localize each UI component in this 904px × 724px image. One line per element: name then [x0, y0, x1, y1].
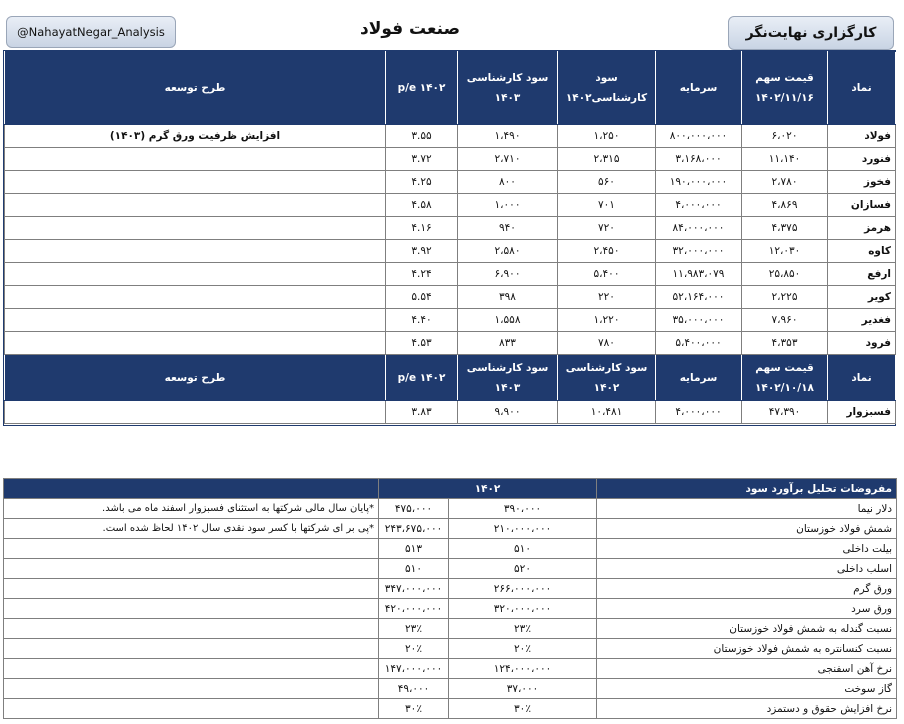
table1-row — [5, 286, 896, 309]
assumption-value-next: ۴۹،۰۰۰ — [379, 679, 449, 699]
value-cell: ۳.۸۳ — [386, 401, 458, 424]
value-cell: ۴۷،۳۹۰ — [742, 401, 828, 424]
table2-col-header: سرمایه — [656, 355, 742, 401]
value-cell: ۴.۵۸ — [386, 194, 458, 217]
table1-col-header: سود کارشناسی ۱۴۰۳ — [458, 52, 558, 125]
plan-cell — [5, 263, 386, 286]
assumptions-header-row — [4, 479, 897, 499]
handle-text: @NahayatNegar_Analysis — [17, 25, 165, 39]
value-cell: ۵،۴۰۰ — [558, 263, 656, 286]
value-cell: ۲،۵۸۰ — [458, 240, 558, 263]
value-cell: ۳۹۸ — [458, 286, 558, 309]
assumption-label: بیلت داخلی — [597, 539, 897, 559]
value-cell: ۷۸۰ — [558, 332, 656, 355]
assumption-row — [4, 539, 897, 559]
plan-cell — [5, 309, 386, 332]
table2-col-header: سود کارشناسی ۱۴۰۳ — [458, 355, 558, 401]
assumption-value-1402: ۲۶۶،۰۰۰،۰۰۰ — [449, 579, 597, 599]
stocks-table-frame — [3, 50, 896, 426]
value-cell: ۱۰،۴۸۱ — [558, 401, 656, 424]
table2-col-header: نماد — [828, 355, 896, 401]
table1-row — [5, 171, 896, 194]
value-cell: ۲۵،۸۵۰ — [742, 263, 828, 286]
table2-col-header: p/e ۱۴۰۲ — [386, 355, 458, 401]
table1-row — [5, 148, 896, 171]
value-cell: ۴.۵۳ — [386, 332, 458, 355]
value-cell: ۸۰۰ — [458, 171, 558, 194]
table1-col-header: سرمایه — [656, 52, 742, 125]
table2-col-header: قیمت سهم ۱۴۰۲/۱۰/۱۸ — [742, 355, 828, 401]
assumptions-notes-header — [4, 479, 379, 499]
plan-cell — [5, 148, 386, 171]
assumption-label: نرخ آهن اسفنجی — [597, 659, 897, 679]
value-cell: ۲،۴۵۰ — [558, 240, 656, 263]
assumption-note — [4, 639, 379, 659]
value-cell: ۶،۹۰۰ — [458, 263, 558, 286]
table2-col-header: طرح توسعه — [5, 355, 386, 401]
assumption-value-1402: ۳۷،۰۰۰ — [449, 679, 597, 699]
assumption-label: نسبت کنسانتره به شمش فولاد خوزستان — [597, 639, 897, 659]
assumption-row — [4, 519, 897, 539]
ticker-cell: ارفع — [828, 263, 896, 286]
value-cell: ۱،۲۵۰ — [558, 125, 656, 148]
plan-cell — [5, 332, 386, 355]
table1-row — [5, 125, 896, 148]
stocks-table — [4, 51, 896, 424]
value-cell: ۲،۲۲۵ — [742, 286, 828, 309]
value-cell: ۴،۳۵۳ — [742, 332, 828, 355]
page-title: صنعت فولاد — [300, 14, 520, 44]
assumption-row — [4, 599, 897, 619]
value-cell: ۴،۳۷۵ — [742, 217, 828, 240]
value-cell: ۲،۷۱۰ — [458, 148, 558, 171]
table1-col-header: قیمت سهم ۱۴۰۲/۱۱/۱۶ — [742, 52, 828, 125]
value-cell: ۱۱،۹۸۳،۰۷۹ — [656, 263, 742, 286]
value-cell: ۴.۲۵ — [386, 171, 458, 194]
value-cell: ۵۶۰ — [558, 171, 656, 194]
assumptions-title: مفروضات تحلیل برآورد سود — [597, 479, 897, 499]
ticker-cell: هرمز — [828, 217, 896, 240]
assumption-label: شمش فولاد خوزستان — [597, 519, 897, 539]
value-cell: ۱،۰۰۰ — [458, 194, 558, 217]
assumption-value-next: ۵۱۰ — [379, 559, 449, 579]
table1-col-header: نماد — [828, 52, 896, 125]
table2-row — [5, 401, 896, 424]
assumption-label: نسبت گندله به شمش فولاد خوزستان — [597, 619, 897, 639]
ticker-cell: فخوز — [828, 171, 896, 194]
assumption-value-next: ۳۴۷،۰۰۰،۰۰۰ — [379, 579, 449, 599]
value-cell: ۵،۴۰۰،۰۰۰ — [656, 332, 742, 355]
assumption-value-next: ۵۱۳ — [379, 539, 449, 559]
assumption-label: ورق سرد — [597, 599, 897, 619]
assumption-note — [4, 659, 379, 679]
value-cell: ۳.۷۲ — [386, 148, 458, 171]
value-cell: ۸۳۳ — [458, 332, 558, 355]
assumption-note — [4, 699, 379, 719]
assumption-value-1402: ۲۳٪ — [449, 619, 597, 639]
plan-cell — [5, 286, 386, 309]
assumption-row — [4, 579, 897, 599]
assumption-value-next: ۳۰٪ — [379, 699, 449, 719]
assumption-note: *پی بر ای شرکتها با کسر سود نقدی سال ۱۴۰۲ لحاظ شده است. — [4, 519, 379, 539]
value-cell: ۱،۵۵۸ — [458, 309, 558, 332]
assumption-row — [4, 639, 897, 659]
value-cell: ۴،۰۰۰،۰۰۰ — [656, 194, 742, 217]
table1-col-header: طرح توسعه — [5, 52, 386, 125]
value-cell: ۴،۸۶۹ — [742, 194, 828, 217]
table1-col-header: سود کارشناسی۱۴۰۲ — [558, 52, 656, 125]
assumption-value-next: ۱۴۷،۰۰۰،۰۰۰ — [379, 659, 449, 679]
value-cell: ۳.۵۵ — [386, 125, 458, 148]
assumption-row — [4, 499, 897, 519]
value-cell: ۱۲،۰۳۰ — [742, 240, 828, 263]
value-cell: ۴،۰۰۰،۰۰۰ — [656, 401, 742, 424]
ticker-cell: فنورد — [828, 148, 896, 171]
assumption-value-next: ۲۰٪ — [379, 639, 449, 659]
table1-row — [5, 332, 896, 355]
table1-row — [5, 263, 896, 286]
assumption-value-1402: ۵۲۰ — [449, 559, 597, 579]
assumptions-year: ۱۴۰۲ — [379, 479, 597, 499]
table1-row — [5, 309, 896, 332]
assumption-note: *پایان سال مالی شرکتها به استثنای فسبزوار اسفند ماه می باشد. — [4, 499, 379, 519]
assumption-note — [4, 539, 379, 559]
plan-cell — [5, 401, 386, 424]
value-cell: ۸۰۰،۰۰۰،۰۰۰ — [656, 125, 742, 148]
ticker-cell: فسبزوار — [828, 401, 896, 424]
brand-text: کارگزاری نهایت‌نگر — [745, 25, 877, 41]
assumption-note — [4, 559, 379, 579]
table1-row — [5, 240, 896, 263]
table1-row — [5, 194, 896, 217]
value-cell: ۳۵،۰۰۰،۰۰۰ — [656, 309, 742, 332]
assumption-note — [4, 599, 379, 619]
assumption-value-1402: ۵۱۰ — [449, 539, 597, 559]
value-cell: ۷،۹۶۰ — [742, 309, 828, 332]
assumption-label: گاز سوخت — [597, 679, 897, 699]
value-cell: ۳.۹۲ — [386, 240, 458, 263]
table1-col-header: p/e ۱۴۰۲ — [386, 52, 458, 125]
assumptions-table — [3, 478, 897, 719]
value-cell: ۷۲۰ — [558, 217, 656, 240]
assumption-row — [4, 619, 897, 639]
value-cell: ۵۲،۱۶۴،۰۰۰ — [656, 286, 742, 309]
plan-cell — [5, 217, 386, 240]
assumption-note — [4, 579, 379, 599]
assumption-value-1402: ۲۰٪ — [449, 639, 597, 659]
value-cell: ۲،۷۸۰ — [742, 171, 828, 194]
value-cell: ۳۲،۰۰۰،۰۰۰ — [656, 240, 742, 263]
value-cell: ۷۰۱ — [558, 194, 656, 217]
assumption-row — [4, 699, 897, 719]
plan-cell — [5, 240, 386, 263]
assumptions-frame — [3, 478, 896, 718]
value-cell: ۶،۰۲۰ — [742, 125, 828, 148]
table2-col-header: سود کارشناسی ۱۴۰۲ — [558, 355, 656, 401]
assumption-label: دلار نیما — [597, 499, 897, 519]
value-cell: ۴.۲۴ — [386, 263, 458, 286]
assumption-value-next: ۲۴۳،۶۷۵،۰۰۰ — [379, 519, 449, 539]
assumption-value-1402: ۳۰٪ — [449, 699, 597, 719]
assumption-value-next: ۴۲۰،۰۰۰،۰۰۰ — [379, 599, 449, 619]
value-cell: ۳،۱۶۸،۰۰۰ — [656, 148, 742, 171]
value-cell: ۱،۲۲۰ — [558, 309, 656, 332]
handle-badge — [6, 16, 176, 48]
value-cell: ۸۴،۰۰۰،۰۰۰ — [656, 217, 742, 240]
plan-cell — [5, 171, 386, 194]
value-cell: ۲۲۰ — [558, 286, 656, 309]
assumption-label: اسلب داخلی — [597, 559, 897, 579]
assumption-value-1402: ۱۲۴،۰۰۰،۰۰۰ — [449, 659, 597, 679]
brand-badge — [728, 16, 894, 50]
assumption-note — [4, 619, 379, 639]
ticker-cell: فولاد — [828, 125, 896, 148]
value-cell: ۹۴۰ — [458, 217, 558, 240]
assumption-value-next: ۲۳٪ — [379, 619, 449, 639]
value-cell: ۱۱،۱۴۰ — [742, 148, 828, 171]
assumption-note — [4, 679, 379, 699]
table2-header-row — [5, 355, 896, 401]
assumption-label: ورق گرم — [597, 579, 897, 599]
table1-header-row — [5, 52, 896, 125]
assumption-value-1402: ۲۱۰،۰۰۰،۰۰۰ — [449, 519, 597, 539]
table1-row — [5, 217, 896, 240]
assumption-row — [4, 559, 897, 579]
plan-cell — [5, 194, 386, 217]
ticker-cell: فغدیر — [828, 309, 896, 332]
ticker-cell: کویر — [828, 286, 896, 309]
ticker-cell: فسازان — [828, 194, 896, 217]
assumption-row — [4, 679, 897, 699]
assumption-label: نرخ افزایش حقوق و دستمزد — [597, 699, 897, 719]
plan-cell: افزایش ظرفیت ورق گرم (۱۴۰۳) — [5, 125, 386, 148]
value-cell: ۴.۱۶ — [386, 217, 458, 240]
assumption-row — [4, 659, 897, 679]
value-cell: ۲،۳۱۵ — [558, 148, 656, 171]
value-cell: ۱،۴۹۰ — [458, 125, 558, 148]
value-cell: ۹،۹۰۰ — [458, 401, 558, 424]
assumption-value-1402: ۳۲۰،۰۰۰،۰۰۰ — [449, 599, 597, 619]
ticker-cell: کاوه — [828, 240, 896, 263]
value-cell: ۵.۵۴ — [386, 286, 458, 309]
ticker-cell: فرود — [828, 332, 896, 355]
assumption-value-1402: ۳۹۰،۰۰۰ — [449, 499, 597, 519]
value-cell: ۱۹۰،۰۰۰،۰۰۰ — [656, 171, 742, 194]
assumption-value-next: ۴۷۵،۰۰۰ — [379, 499, 449, 519]
value-cell: ۴.۴۰ — [386, 309, 458, 332]
